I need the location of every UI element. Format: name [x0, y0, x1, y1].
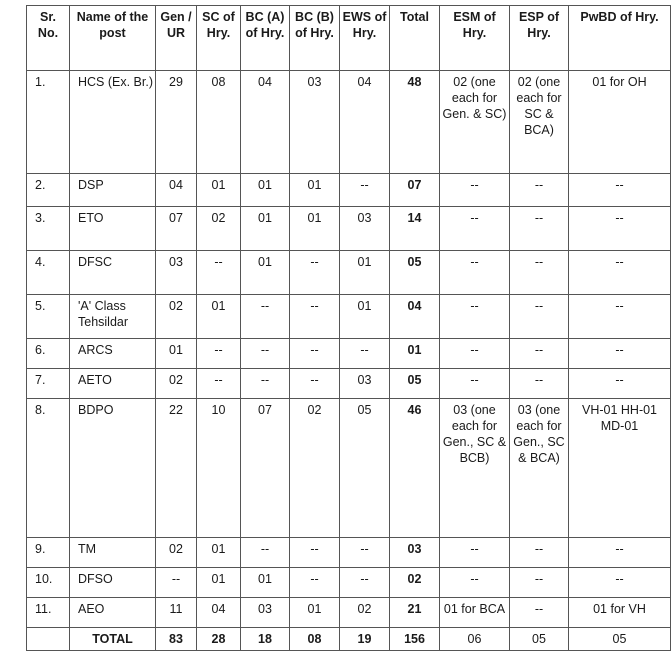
cell-bca: 01 [241, 207, 290, 251]
cell-name: TM [70, 538, 156, 568]
cell-bca: -- [241, 538, 290, 568]
cell-name: DFSO [70, 568, 156, 598]
cell-sc: 01 [197, 568, 241, 598]
cell-ews: 02 [340, 598, 390, 628]
cell-gen: 01 [156, 339, 197, 369]
cell-bca: 04 [241, 71, 290, 174]
table-row [27, 399, 671, 538]
table-row [27, 568, 671, 598]
cell-ews: 04 [340, 71, 390, 174]
total-cell-ews: 19 [340, 628, 390, 651]
column-header: Total [390, 6, 440, 71]
vacancy-table [26, 5, 671, 651]
vacancy-table-container [26, 5, 659, 651]
cell-bcb: -- [290, 568, 340, 598]
table-body [27, 71, 671, 651]
column-header: EWS of Hry. [340, 6, 390, 71]
cell-sc: 08 [197, 71, 241, 174]
table-header [27, 6, 671, 71]
cell-ews: 03 [340, 207, 390, 251]
cell-esp: 03 (one each for Gen., SC & BCA) [510, 399, 569, 538]
cell-total: 01 [390, 339, 440, 369]
cell-gen: 29 [156, 71, 197, 174]
cell-gen: 02 [156, 538, 197, 568]
table-row [27, 339, 671, 369]
cell-pwbd: -- [569, 369, 671, 399]
cell-esp: -- [510, 174, 569, 207]
cell-pwbd: 01 for OH [569, 71, 671, 174]
table-row [27, 174, 671, 207]
cell-name: DFSC [70, 251, 156, 295]
cell-bcb: -- [290, 339, 340, 369]
cell-esm: -- [440, 295, 510, 339]
total-cell-total: 156 [390, 628, 440, 651]
table-row [27, 369, 671, 399]
cell-esm: -- [440, 339, 510, 369]
cell-bcb: -- [290, 295, 340, 339]
cell-pwbd: -- [569, 174, 671, 207]
cell-total: 21 [390, 598, 440, 628]
cell-esm: -- [440, 568, 510, 598]
column-header: ESM of Hry. [440, 6, 510, 71]
cell-bca: 01 [241, 568, 290, 598]
cell-bca: 07 [241, 399, 290, 538]
cell-bca: -- [241, 295, 290, 339]
cell-ews: -- [340, 538, 390, 568]
cell-total: 03 [390, 538, 440, 568]
cell-bcb: -- [290, 369, 340, 399]
cell-ews: 01 [340, 295, 390, 339]
cell-bca: 03 [241, 598, 290, 628]
cell-esm: -- [440, 369, 510, 399]
column-header: BC (B) of Hry. [290, 6, 340, 71]
cell-total: 46 [390, 399, 440, 538]
cell-name: BDPO [70, 399, 156, 538]
cell-ews: 03 [340, 369, 390, 399]
cell-gen: 07 [156, 207, 197, 251]
table-row [27, 71, 671, 174]
cell-bca: 01 [241, 174, 290, 207]
column-header: Name of the post [70, 6, 156, 71]
cell-esp: -- [510, 251, 569, 295]
cell-name: HCS (Ex. Br.) [70, 71, 156, 174]
total-cell-bca: 18 [241, 628, 290, 651]
total-cell-esm: 06 [440, 628, 510, 651]
total-cell-label: TOTAL [70, 628, 156, 651]
cell-ews: -- [340, 339, 390, 369]
cell-gen: -- [156, 568, 197, 598]
cell-bcb: 02 [290, 399, 340, 538]
cell-esp: -- [510, 369, 569, 399]
cell-total: 07 [390, 174, 440, 207]
cell-name: ARCS [70, 339, 156, 369]
cell-gen: 11 [156, 598, 197, 628]
cell-sc: -- [197, 339, 241, 369]
cell-sr: 4. [27, 251, 70, 295]
cell-esp: -- [510, 568, 569, 598]
cell-esm: 02 (one each for Gen. & SC) [440, 71, 510, 174]
cell-name: AETO [70, 369, 156, 399]
total-cell-gen: 83 [156, 628, 197, 651]
cell-gen: 03 [156, 251, 197, 295]
cell-ews: -- [340, 174, 390, 207]
table-row [27, 207, 671, 251]
cell-bcb: 01 [290, 174, 340, 207]
table-row [27, 538, 671, 568]
cell-pwbd: -- [569, 339, 671, 369]
cell-sc: 01 [197, 174, 241, 207]
total-cell-sc: 28 [197, 628, 241, 651]
cell-esp: 02 (one each for SC & BCA) [510, 71, 569, 174]
cell-bcb: -- [290, 538, 340, 568]
cell-bcb: 03 [290, 71, 340, 174]
cell-name: AEO [70, 598, 156, 628]
cell-sc: -- [197, 369, 241, 399]
cell-gen: 02 [156, 295, 197, 339]
total-cell-esp: 05 [510, 628, 569, 651]
table-row [27, 295, 671, 339]
cell-gen: 02 [156, 369, 197, 399]
cell-total: 02 [390, 568, 440, 598]
cell-esm: -- [440, 251, 510, 295]
cell-total: 04 [390, 295, 440, 339]
cell-total: 14 [390, 207, 440, 251]
cell-esp: -- [510, 538, 569, 568]
cell-total: 05 [390, 369, 440, 399]
cell-esm: -- [440, 174, 510, 207]
cell-sc: 04 [197, 598, 241, 628]
cell-ews: -- [340, 568, 390, 598]
cell-pwbd: 01 for VH [569, 598, 671, 628]
column-header: Sr. No. [27, 6, 70, 71]
cell-pwbd: VH-01 HH-01 MD-01 [569, 399, 671, 538]
cell-bca: -- [241, 369, 290, 399]
table-row [27, 251, 671, 295]
cell-sr: 5. [27, 295, 70, 339]
cell-bcb: 01 [290, 598, 340, 628]
cell-sr: 2. [27, 174, 70, 207]
cell-sr: 10. [27, 568, 70, 598]
cell-sc: 01 [197, 538, 241, 568]
cell-pwbd: -- [569, 568, 671, 598]
column-header: PwBD of Hry. [569, 6, 671, 71]
total-cell-bcb: 08 [290, 628, 340, 651]
cell-esp: -- [510, 295, 569, 339]
column-header: ESP of Hry. [510, 6, 569, 71]
cell-sr: 6. [27, 339, 70, 369]
total-cell-blank [27, 628, 70, 651]
cell-esm: -- [440, 207, 510, 251]
cell-sc: 01 [197, 295, 241, 339]
column-header: Gen / UR [156, 6, 197, 71]
cell-bcb: 01 [290, 207, 340, 251]
cell-sr: 9. [27, 538, 70, 568]
cell-esp: -- [510, 207, 569, 251]
cell-bca: -- [241, 339, 290, 369]
column-header: BC (A) of Hry. [241, 6, 290, 71]
cell-name: DSP [70, 174, 156, 207]
table-row [27, 598, 671, 628]
cell-ews: 05 [340, 399, 390, 538]
cell-esp: -- [510, 598, 569, 628]
cell-sr: 1. [27, 71, 70, 174]
cell-esp: -- [510, 339, 569, 369]
cell-pwbd: -- [569, 251, 671, 295]
cell-sr: 11. [27, 598, 70, 628]
cell-total: 48 [390, 71, 440, 174]
cell-esm: 01 for BCA [440, 598, 510, 628]
cell-bca: 01 [241, 251, 290, 295]
cell-ews: 01 [340, 251, 390, 295]
cell-sr: 8. [27, 399, 70, 538]
cell-gen: 22 [156, 399, 197, 538]
cell-esm: -- [440, 538, 510, 568]
header-row [27, 6, 671, 71]
column-header: SC of Hry. [197, 6, 241, 71]
cell-name: ETO [70, 207, 156, 251]
cell-pwbd: -- [569, 538, 671, 568]
cell-esm: 03 (one each for Gen., SC & BCB) [440, 399, 510, 538]
cell-name: 'A' Class Tehsildar [70, 295, 156, 339]
total-row [27, 628, 671, 651]
cell-total: 05 [390, 251, 440, 295]
cell-sc: 10 [197, 399, 241, 538]
total-cell-pwbd: 05 [569, 628, 671, 651]
cell-sr: 7. [27, 369, 70, 399]
cell-pwbd: -- [569, 207, 671, 251]
cell-gen: 04 [156, 174, 197, 207]
cell-pwbd: -- [569, 295, 671, 339]
cell-sr: 3. [27, 207, 70, 251]
cell-sc: -- [197, 251, 241, 295]
cell-bcb: -- [290, 251, 340, 295]
cell-sc: 02 [197, 207, 241, 251]
